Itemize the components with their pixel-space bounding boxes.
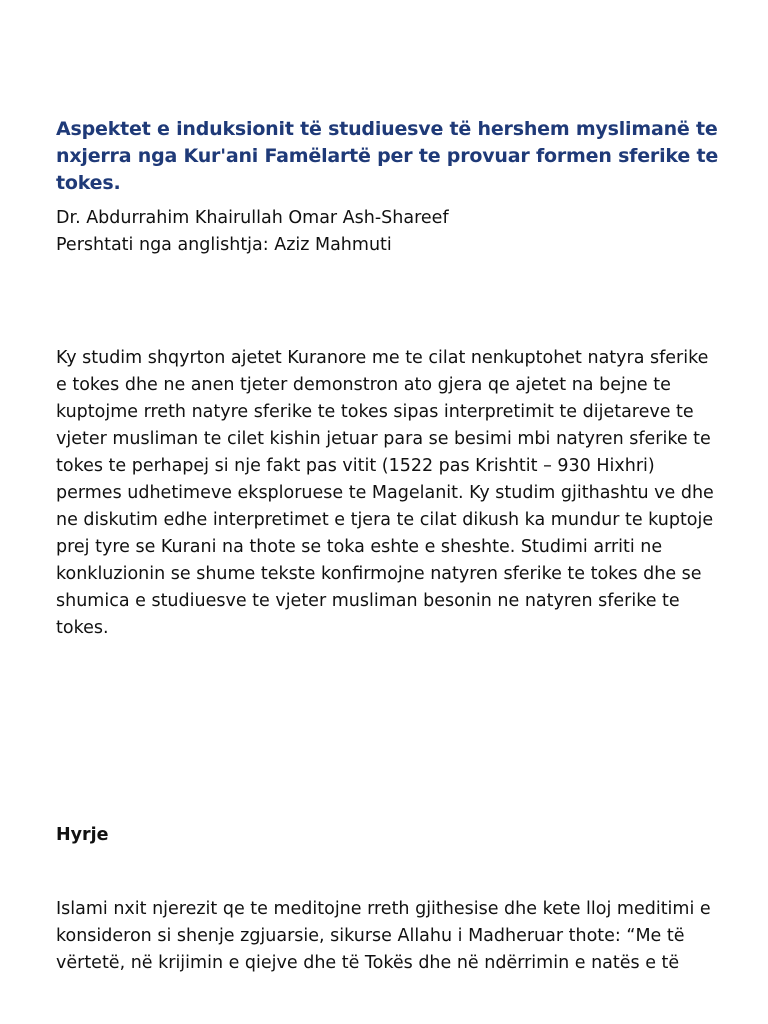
- abstract-line-11: tokes.: [56, 618, 109, 638]
- intro-paragraph: [56, 896, 711, 977]
- intro-line-2: konsideron si shenje zgjuarsie, sikurse Allahu i Madheruar thote: “Me të: [56, 926, 685, 946]
- abstract-line-9: konkluzionin se shume tekste konfirmojne natyren sferike te tokes dhe se: [56, 564, 702, 584]
- document-title: [56, 116, 732, 197]
- abstract-line-2: e tokes dhe ne anen tjeter demonstron ato gjera qe ajetet na bejne te: [56, 375, 671, 395]
- abstract-line-5: tokes te perhapej si nje fakt pas vitit (1522 pas Krishtit – 930 Hixhri): [56, 456, 655, 476]
- abstract-paragraph: [56, 345, 732, 642]
- title-line-3: tokes.: [56, 172, 121, 194]
- adapter-credit: Pershtati nga anglishtja: Aziz Mahmuti: [56, 235, 392, 255]
- abstract-line-10: shumica e studiuesve te vjeter musliman besonin ne natyren sferike te: [56, 591, 680, 611]
- author-info: [56, 205, 732, 259]
- abstract-line-8: prej tyre se Kurani na thote se toka eshte e sheshte. Studimi arriti ne: [56, 537, 663, 557]
- title-line-1: Aspektet e induksionit të studiuesve të hershem myslimanë te: [56, 118, 718, 140]
- author-name: Dr. Abdurrahim Khairullah Omar Ash-Shareef: [56, 208, 449, 228]
- title-line-2: nxjerra nga Kur'ani Famëlartë per te provuar formen sferike te: [56, 145, 719, 167]
- document-page: [56, 116, 732, 973]
- intro-line-1: Islami nxit njerezit qe te meditojne rreth gjithesise dhe kete lloj meditimi e: [56, 899, 711, 919]
- abstract-line-7: ne diskutim edhe interpretimet e tjera te cilat dikush ka mundur te kuptoje: [56, 510, 714, 530]
- abstract-line-4: vjeter musliman te cilet kishin jetuar para se besimi mbi natyren sferike te: [56, 429, 711, 449]
- abstract-line-3: kuptojme rreth natyre sferike te tokes sipas interpretimit te dijetareve te: [56, 402, 694, 422]
- intro-line-3: vërtetë, në krijimin e qiejve dhe të Tokës dhe në ndërrimin e natës e të: [56, 953, 680, 973]
- section-heading-intro: Hyrje: [56, 825, 109, 845]
- abstract-line-1: Ky studim shqyrton ajetet Kuranore me te cilat nenkuptohet natyra sferike: [56, 348, 709, 368]
- abstract-line-6: permes udhetimeve eksploruese te Magelanit. Ky studim gjithashtu ve dhe: [56, 483, 714, 503]
